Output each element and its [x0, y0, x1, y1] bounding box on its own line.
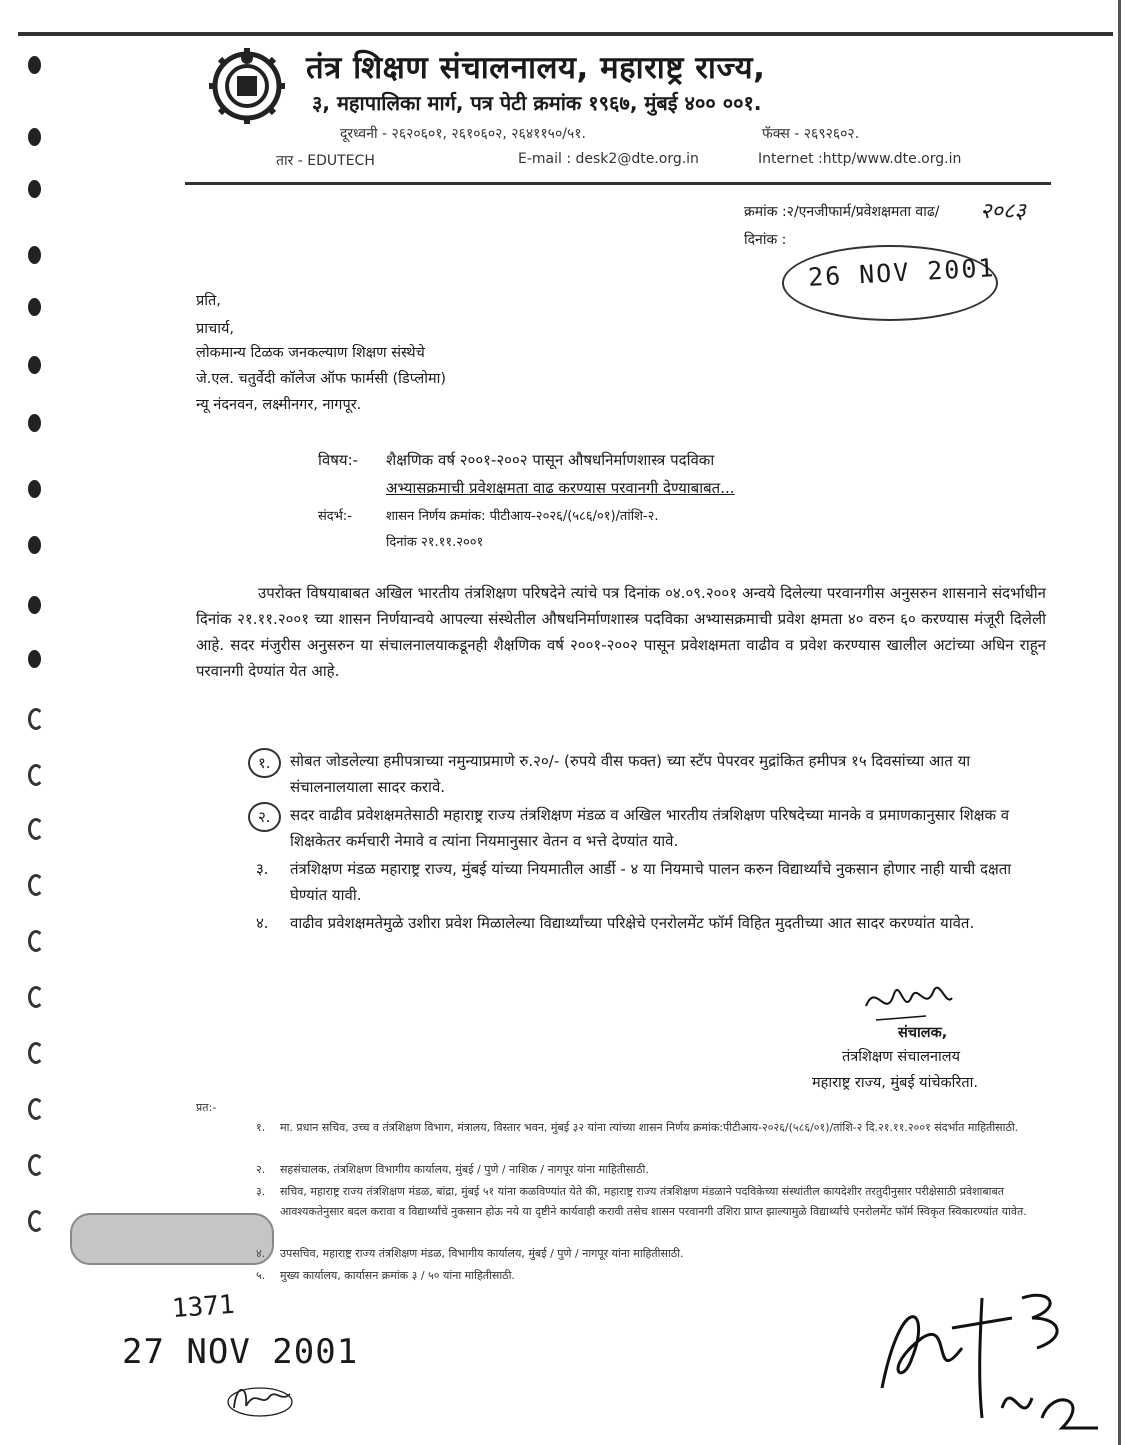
faded-stamp — [70, 1213, 274, 1265]
condition-text: तंत्रशिक्षण मंडळ महाराष्ट्र राज्य, मुंबई यांच्या नियमातील आर्डी - ४ या नियमाचे पालन करुन विद्यार्थ्यांचे नुकसान होणार नाही याची दक्षता घेण्यांत यावी. — [290, 860, 1012, 904]
condition-text: सदर वाढीव प्रवेशक्षमतेसाठी महाराष्ट्र राज्य तंत्रशिक्षण मंडळ व अखिल भारतीय तंत्रशिक्षण परिषदेच्या मानके व प्रमाणकानुसार शिक्षक व शिक्षकेतर कर्मचारी नेमावे व त्यांना नियमानुसार वेतन व भत्ते देण्यांत यावे. — [290, 806, 1010, 850]
date-label: दिनांक : — [744, 232, 787, 248]
page-top-edge — [18, 32, 1113, 36]
reference-number-handwritten: २०८३ — [980, 199, 1026, 224]
copy-item: ४. उपसचिव, महाराष्ट्र राज्य तंत्रशिक्षण मंडळ, विभागीय कार्यालय, मुंबई / पुणे / नागपूर यांना माहितीसाठी. — [256, 1247, 684, 1260]
reference-label: संदर्भ:- — [318, 509, 352, 524]
condition-text: वाढीव प्रवेशक्षमतेमुळे उशीरा प्रवेश मिळालेल्या विद्यार्थ्यांच्या परिक्षेचे एनरोलमेंट फॉर्म विहित मुदतीच्या आत सादर करण्यांत यावेत. — [290, 914, 975, 932]
body-paragraph: उपरोक्त विषयाबाबत अखिल भारतीय तंत्रशिक्षण परिषदेने त्यांचे पत्र दिनांक ०४.०९.२००१ अन्वये दिलेल्या परवानगीस अनुसरुन शासनाने संदर्भाधीन दिनांक २१.११.२००१ च्या शासन निर्णयान्वये आपल्या संस्थेतील औषधनिर्माणशास्त्र पदविका अभ्यासक्रमाची प्रवेश क्षमता ४० वरुन ६० करण्यास मंजूरी दिलेली आहे. सदर मंजुरीस अनुसरुन या संचालनालयाकडूनही शैक्षणिक वर्ष २००१-२००२ पासून प्रवेशक्षमता वाढीव व प्रवेश करण्यास खालील अटांच्या अधिन राहून परवानगी देण्यांत येत आहे. — [196, 584, 1046, 680]
letterhead-divider — [185, 182, 1051, 185]
addressee-line: लोकमान्य टिळक जनकल्याण शिक्षण संस्थेचे — [196, 345, 425, 361]
letterhead-internet: Internet :http/www.dte.org.in — [758, 151, 962, 167]
government-emblem-icon — [204, 46, 290, 124]
addressee-line: प्रति, — [196, 293, 221, 309]
letterhead-title: तंत्र शिक्षण संचालनालय, महाराष्ट्र राज्य, — [306, 50, 766, 86]
condition-number: २. — [248, 802, 281, 832]
binding-holes — [28, 40, 48, 1420]
received-stamp-number: 1371 — [171, 1289, 236, 1325]
signatory-for-line: महाराष्ट्र राज्य, मुंबई यांचेकरिता. — [812, 1075, 979, 1091]
letterhead-phone: दूरध्वनी - २६२०६०१, २६१०६०२, २६४११५०/५१. — [340, 126, 586, 142]
copy-item: १. मा. प्रधान सचिव, उच्च व तंत्रशिक्षण विभाग, मंत्रालय, विस्तार भवन, मुंबई ३२ यांना त्यांच्या शासन निर्णय क्रमांक:पीटीआय-२०२६/(५८६/०१)/तांशि-२ दि.२१.११.२००१ संदर्भात माहितीसाठी. — [256, 1121, 1019, 1134]
copy-label: प्रत:- — [196, 1101, 217, 1114]
letterhead-address: ३, महापालिका मार्ग, पत्र पेटी क्रमांक १९६७, मुंबई ४०० ००१. — [312, 91, 762, 115]
addressee-line: न्यू नंदनवन, लक्ष्मीनगर, नागपूर. — [196, 397, 362, 413]
addressee-line: जे.एल. चतुर्वेदी कॉलेज ऑफ फार्मसी (डिप्लोमा) — [196, 371, 447, 387]
reference-line: दिनांक २१.११.२००१ — [386, 535, 484, 550]
letterhead-telegram: तार - EDUTECH — [276, 153, 375, 169]
reference-line: शासन निर्णय क्रमांक: पीटीआय-२०२६/(५८६/०१)/तांशि-२. — [386, 509, 659, 524]
addressee-line: प्राचार्य, — [196, 321, 234, 337]
condition-number: १. — [248, 748, 281, 778]
letterhead-email: E-mail : desk2@dte.org.in — [518, 151, 699, 167]
date-stamp: 26 NOV 2001 — [807, 253, 997, 292]
copy-item: २. सहसंचालक, तंत्रशिक्षण विभागीय कार्यालय, मुंबई / पुणे / नाशिक / नागपूर यांना माहितीसाठी. — [256, 1163, 649, 1176]
subject-line: शैक्षणिक वर्ष २००१-२००२ पासून औषधनिर्माणशास्त्र पदविका — [386, 451, 715, 469]
subject-label: विषय:- — [318, 451, 359, 469]
condition-text: सोबत जोडलेल्या हमीपत्राच्या नमुन्याप्रमाणे रु.२०/- (रुपये वीस फक्त) च्या स्टॅप पेपरवर मुद्रांकित हमीपत्र १५ दिवसांच्या आत या संचालनालयाला सादर करावे. — [290, 752, 971, 796]
director-signature — [856, 976, 956, 1028]
condition-number: ३. — [256, 860, 269, 878]
copy-item: ३. सचिव, महाराष्ट्र राज्य तंत्रशिक्षण मंडळ, बांद्रा, मुंबई ५१ यांना कळविण्यांत येते की, महाराष्ट्र राज्य तंत्रशिक्षण मंडळाने पदविकेच्या संस्थांतील कायदेशीर तरतुदीनुसार परीक्षेसाठी प्रवेशाबाबत आवश्यकतेनुसार बदल करावा व विद्यार्थ्यांचे नुकसान होऊ नये या दृष्टीने कार्यवाही करावी तसेच शासन परवानगी उशिरा प्राप्त झाल्यामुळे विद्यार्थ्यांचे एनरोलमेंट फॉर्म स्विकृत स्विकारण्यांत यावेत. — [256, 1185, 1027, 1218]
page-right-edge — [1118, 0, 1121, 1445]
signatory-office: तंत्रशिक्षण संचालनालय — [842, 1049, 961, 1065]
condition-number: ४. — [256, 914, 269, 932]
subject-line: अभ्यासक्रमाची प्रवेशक्षमता वाढ करण्यास परवानगी देण्याबाबत... — [386, 479, 735, 497]
signatory-designation: संचालक, — [898, 1025, 948, 1041]
copy-item: ५. मुख्य कार्यालय, कार्यासन क्रमांक ३ / ५० यांना माहितीसाठी. — [256, 1269, 515, 1282]
handwritten-endorsement — [862, 1268, 1102, 1438]
initials-signature — [226, 1378, 296, 1418]
received-stamp-date: 27 NOV 2001 — [122, 1332, 359, 1372]
reference-number: क्रमांक :२/एनजीफार्म/प्रवेशक्षमता वाढ/ — [744, 204, 940, 220]
letterhead-fax: फॅक्स - २६९२६०२. — [762, 126, 860, 142]
